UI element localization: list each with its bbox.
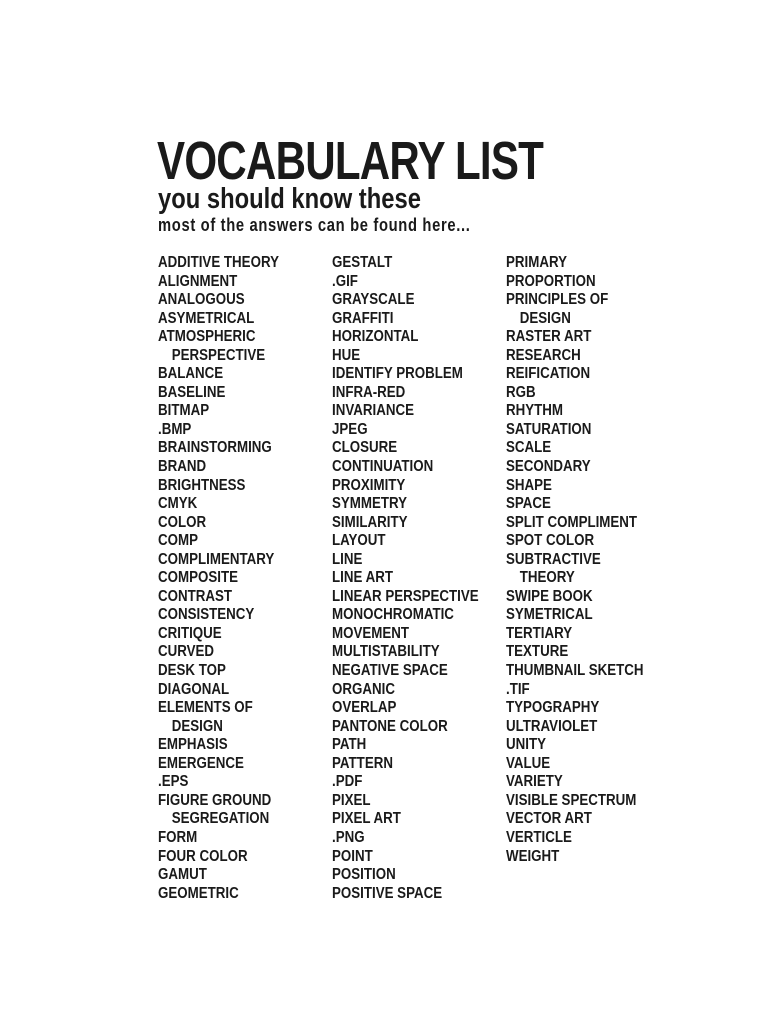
vocabulary-term [158,495,279,514]
vocabulary-term [332,810,479,829]
vocabulary-term [332,365,479,384]
term-text: RASTER ART [506,328,592,346]
vocabulary-term [506,718,643,737]
term-text: SUBTRACTIVE [506,550,601,568]
vocabulary-term [506,810,643,829]
term-text: DESIGN [171,717,223,735]
term-text: .EPS [158,773,189,791]
vocabulary-term-continuation [506,569,643,588]
term-text: DESIGN [519,309,571,327]
vocabulary-term [158,829,279,848]
vocabulary-term [332,606,479,625]
vocabulary-term [158,439,279,458]
term-text: INVARIANCE [332,402,414,420]
vocabulary-term [332,458,479,477]
vocabulary-term [158,848,279,867]
term-text: GRAFFITI [332,309,394,327]
vocabulary-term [158,755,279,774]
term-text: EMERGENCE [158,754,244,772]
term-text: ORGANIC [332,680,395,698]
vocabulary-term [158,254,279,273]
term-text: RGB [506,383,536,401]
term-text: GESTALT [332,254,393,271]
term-text: BASELINE [158,383,226,401]
vocabulary-term [506,848,643,867]
vocabulary-term [506,736,643,755]
term-text: COLOR [158,513,207,531]
vocabulary-term [332,718,479,737]
term-text: BITMAP [158,402,210,420]
vocabulary-term [332,885,479,904]
term-text: NEGATIVE SPACE [332,662,448,680]
term-text: PATH [332,736,367,754]
vocabulary-term [332,402,479,421]
term-text: CURVED [158,643,215,661]
term-text: DESK TOP [158,662,226,680]
term-text: MOVEMENT [332,624,410,642]
term-text: PATTERN [332,754,393,772]
vocabulary-term-continuation [158,810,279,829]
term-text: FORM [158,828,198,846]
term-text: CONSISTENCY [158,606,255,624]
vocabulary-term [158,291,279,310]
term-text: .GIF [332,272,358,290]
vocabulary-term [158,736,279,755]
vocabulary-term [506,328,643,347]
term-text: COMPOSITE [158,569,238,587]
term-text: PIXEL [332,791,371,809]
term-text: .BMP [158,420,192,438]
page-note: most of the answers can be found here... [158,215,471,235]
term-column-3 [506,254,666,866]
term-text: IDENTIFY PROBLEM [332,365,463,383]
term-text: PRINCIPLES OF [506,291,609,309]
page-subtitle: you should know these [158,183,421,215]
vocabulary-term [158,885,279,904]
term-text: LINEAR PERSPECTIVE [332,587,479,605]
vocabulary-term [506,291,643,310]
vocabulary-term [506,792,643,811]
term-text: REIFICATION [506,365,591,383]
term-text: INFRA-RED [332,383,406,401]
vocabulary-term [158,273,279,292]
term-text: SWIPE BOOK [506,587,593,605]
term-text: COMPLIMENTARY [158,550,275,568]
vocabulary-term [158,421,279,440]
term-text: .PDF [332,773,363,791]
term-text: JPEG [332,420,368,438]
vocabulary-term [332,421,479,440]
vocabulary-term [332,495,479,514]
term-text: BRIGHTNESS [158,476,246,494]
term-text: SEGREGATION [171,810,270,828]
term-column-1 [158,254,299,903]
vocabulary-term [506,662,643,681]
term-text: PANTONE COLOR [332,717,448,735]
vocabulary-term [158,662,279,681]
term-text: RHYTHM [506,402,564,420]
vocabulary-term [506,421,643,440]
term-text: RESEARCH [506,346,581,364]
vocabulary-term [332,625,479,644]
term-text: WEIGHT [506,847,560,865]
term-text: GRAYSCALE [332,291,415,309]
term-text: PIXEL ART [332,810,401,828]
term-text: COMP [158,532,198,550]
term-text: TEXTURE [506,643,569,661]
term-text: ATMOSPHERIC [158,328,256,346]
vocabulary-term [332,254,479,273]
term-text: OVERLAP [332,699,397,717]
vocabulary-term [506,514,643,533]
vocabulary-term [332,477,479,496]
term-text: PERSPECTIVE [171,346,266,364]
vocabulary-term [506,458,643,477]
term-text: MONOCHROMATIC [332,606,454,624]
term-text: LAYOUT [332,532,386,550]
vocabulary-term [158,792,279,811]
vocabulary-term [158,699,279,718]
term-text: BRAND [158,458,207,476]
term-text: CONTRAST [158,587,233,605]
term-text: BALANCE [158,365,224,383]
term-text: ADDITIVE THEORY [158,254,279,271]
vocabulary-term [506,477,643,496]
term-text: VECTOR ART [506,810,592,828]
vocabulary-term [158,773,279,792]
vocabulary-term [332,662,479,681]
vocabulary-term [158,514,279,533]
term-text: SPACE [506,495,551,513]
term-column-2 [332,254,503,903]
term-text: PRIMARY [506,254,567,271]
term-text: MULTISTABILITY [332,643,440,661]
vocabulary-term [332,273,479,292]
vocabulary-term [506,773,643,792]
term-text: SCALE [506,439,552,457]
vocabulary-term [332,699,479,718]
term-text: CMYK [158,495,198,513]
vocabulary-term [158,569,279,588]
vocabulary-term [158,365,279,384]
term-text: VERTICLE [506,828,572,846]
term-text: THUMBNAIL SKETCH [506,662,644,680]
vocabulary-term [332,439,479,458]
vocabulary-term [506,532,643,551]
term-text: BRAINSTORMING [158,439,272,457]
vocabulary-term [158,588,279,607]
vocabulary-term [332,532,479,551]
term-text: CONTINUATION [332,458,434,476]
term-text: GAMUT [158,866,207,884]
vocabulary-term [506,439,643,458]
term-text: SIMILARITY [332,513,408,531]
term-text: POSITIVE SPACE [332,884,443,902]
vocabulary-term [332,866,479,885]
vocabulary-term [332,588,479,607]
vocabulary-term [506,829,643,848]
vocabulary-term [332,347,479,366]
vocabulary-term [332,681,479,700]
vocabulary-term [332,328,479,347]
term-text: POSITION [332,866,396,884]
term-text: CLOSURE [332,439,398,457]
vocabulary-term [332,848,479,867]
term-text: VISIBLE SPECTRUM [506,791,637,809]
vocabulary-term [158,866,279,885]
term-text: .TIF [506,680,530,698]
term-text: ALIGNMENT [158,272,238,290]
vocabulary-term [506,643,643,662]
vocabulary-term [158,681,279,700]
vocabulary-term [158,477,279,496]
vocabulary-term [506,588,643,607]
term-text: FIGURE GROUND [158,791,272,809]
vocabulary-term [506,365,643,384]
term-text: DIAGONAL [158,680,230,698]
term-text: VARIETY [506,773,563,791]
term-text: CRITIQUE [158,624,222,642]
vocabulary-term [158,458,279,477]
vocabulary-term [506,384,643,403]
term-text: SHAPE [506,476,552,494]
vocabulary-term [158,532,279,551]
vocabulary-term [332,384,479,403]
term-text: VALUE [506,754,551,772]
vocabulary-term [332,551,479,570]
term-text: LINE ART [332,569,393,587]
vocabulary-term [506,402,643,421]
vocabulary-term [506,551,643,570]
vocabulary-term [332,310,479,329]
vocabulary-term [332,291,479,310]
term-text: TYPOGRAPHY [506,699,600,717]
term-text: TERTIARY [506,624,573,642]
vocabulary-term [332,829,479,848]
term-text: GEOMETRIC [158,884,239,902]
vocabulary-term-continuation [158,347,279,366]
vocabulary-term [158,402,279,421]
term-text: ASYMETRICAL [158,309,255,327]
vocabulary-term [506,495,643,514]
vocabulary-term [158,328,279,347]
vocabulary-term [506,347,643,366]
term-text: LINE [332,550,363,568]
term-text: THEORY [519,569,575,587]
vocabulary-term [332,736,479,755]
vocabulary-term [332,514,479,533]
term-text: ELEMENTS OF [158,699,253,717]
vocabulary-term [158,625,279,644]
term-text: ANALOGOUS [158,291,245,309]
vocabulary-term [506,755,643,774]
term-text: .PNG [332,828,365,846]
term-text: PROPORTION [506,272,596,290]
vocabulary-term [506,273,643,292]
term-text: SPOT COLOR [506,532,595,550]
term-text: PROXIMITY [332,476,406,494]
vocabulary-term [506,254,643,273]
term-text: SECONDARY [506,458,591,476]
term-text: SYMETRICAL [506,606,593,624]
term-text: EMPHASIS [158,736,228,754]
term-text: SYMMETRY [332,495,408,513]
term-text: SPLIT COMPLIMENT [506,513,638,531]
vocabulary-term [158,310,279,329]
term-text: FOUR COLOR [158,847,248,865]
page-title: VOCABULARY LIST [157,131,544,191]
vocabulary-term [158,643,279,662]
term-text: POINT [332,847,373,865]
vocabulary-term [506,606,643,625]
term-text: ULTRAVIOLET [506,717,598,735]
vocabulary-term [332,792,479,811]
vocabulary-term [332,773,479,792]
vocabulary-term-continuation [158,718,279,737]
vocabulary-term [158,606,279,625]
vocabulary-term [158,551,279,570]
vocabulary-term-continuation [506,310,643,329]
vocabulary-term [332,643,479,662]
term-text: SATURATION [506,420,592,438]
vocabulary-term [506,681,643,700]
term-text: UNITY [506,736,546,754]
vocabulary-term [332,569,479,588]
vocabulary-term [332,755,479,774]
vocabulary-term [506,699,643,718]
vocabulary-term [506,625,643,644]
vocabulary-term [158,384,279,403]
term-text: HORIZONTAL [332,328,419,346]
term-text: HUE [332,346,361,364]
